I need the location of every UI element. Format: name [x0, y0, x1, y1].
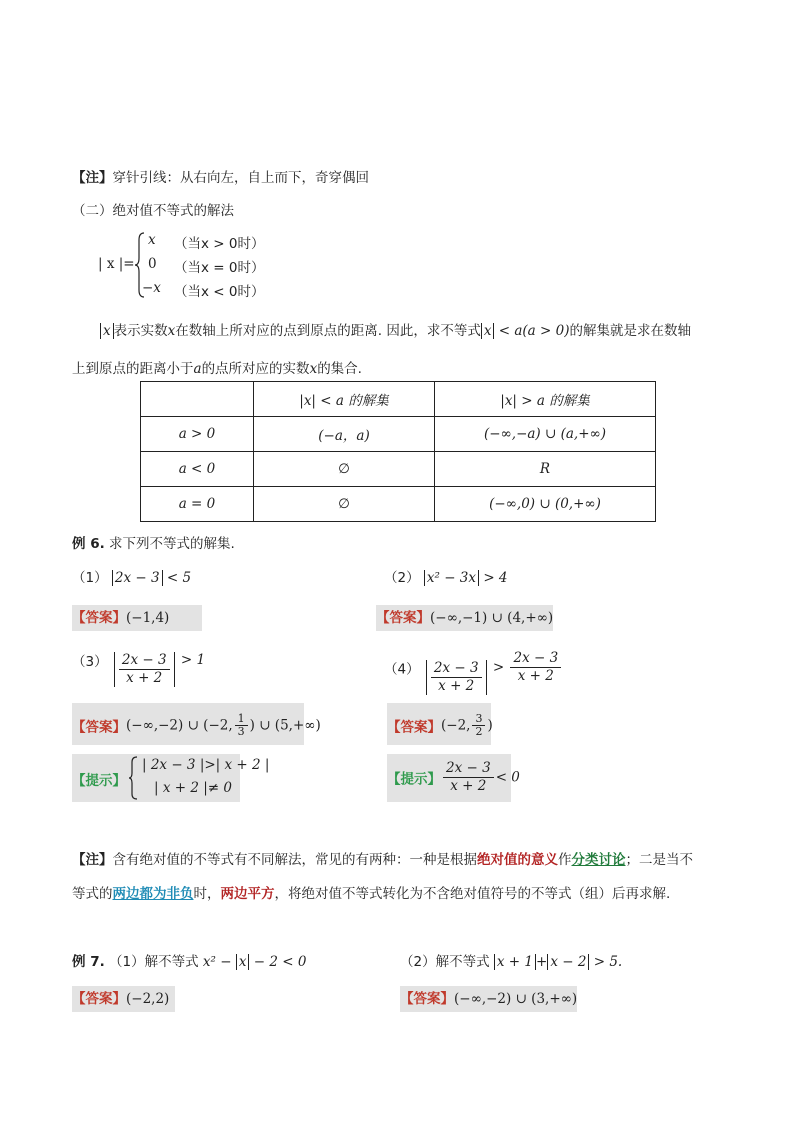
problem-number: （1） [72, 570, 108, 586]
fraction-denominator: 3 [237, 725, 245, 738]
table-header-row [141, 382, 656, 417]
para-text: 上到原点的距离小于 [72, 361, 194, 377]
keyword-both-nonnegative: 两边都为非负 [112, 886, 194, 902]
table-cell: (−a，a) [254, 417, 435, 452]
note-text: ，将绝对值不等式转化为不含绝对值符号的不等式（组）后再求解. [274, 886, 671, 902]
note-text: 作 [558, 852, 572, 868]
para-text: 的解集就是求在数轴 [569, 323, 691, 339]
ex6-problem-2 [384, 566, 508, 586]
note-text: 等式的 [72, 886, 113, 902]
note-2-line-1 [72, 848, 693, 868]
var-x: x [309, 361, 318, 377]
fraction-numerator: 2x − 3 [510, 650, 561, 668]
table-cell: R [435, 452, 656, 487]
fraction-denominator: x + 2 [438, 677, 475, 694]
piecewise-lhs: | x |= [98, 256, 135, 272]
solution-set-table [140, 381, 656, 522]
table-cell: (−∞,−a) ∪ (a,+∞) [435, 417, 656, 452]
abs-expression: x − 2 [547, 954, 589, 970]
fraction [431, 660, 482, 695]
ex6-answer-4 [387, 703, 491, 745]
expression: − 2 < 0 [253, 954, 307, 970]
table-cell: a < 0 [141, 452, 254, 487]
table-header-cell: |x| < a 的解集 [254, 382, 435, 417]
note-穿针引线 [72, 166, 369, 186]
note-text: 时， [193, 886, 221, 902]
fraction-numerator: 2x − 3 [443, 760, 494, 778]
answer-value: (−∞,−2) ∪ (3,+∞) [454, 991, 578, 1007]
example-prompt: 求下列不等式的解集. [109, 536, 235, 552]
answer-value: (−1,4) [126, 610, 170, 626]
note-text: 穿针引线：从右向左，自上而下，奇穿偶回 [112, 170, 369, 186]
fraction-numerator: 1 [235, 713, 248, 726]
ex6-hint-4 [387, 754, 520, 802]
left-brace-icon [128, 756, 138, 800]
note-tag: 【注】 [72, 852, 113, 868]
example-title: 例 6. [72, 536, 105, 552]
piecewise-cond-1: （当x > 0时） [174, 236, 265, 252]
fraction-numerator: 3 [472, 713, 485, 726]
ex7-answer-1 [72, 986, 175, 1012]
table-header-cell: |x| > a 的解集 [435, 382, 656, 417]
fraction [119, 652, 170, 687]
answer-tag: 【答案】 [387, 719, 441, 736]
fraction-denominator: 2 [475, 725, 483, 738]
table-cell: ∅ [254, 452, 435, 487]
hint-line: | x + 2 |≠ 0 [154, 780, 232, 796]
inequality-rhs: < 5 [166, 570, 192, 586]
ex6-answer-3 [72, 703, 321, 745]
plus-sign: + [536, 954, 548, 970]
fraction [472, 713, 485, 738]
inequality-rhs: > 5. [593, 954, 623, 970]
ex7-problem-1 [72, 950, 306, 970]
para-text: 表示实数 [113, 323, 168, 339]
note-text: 含有绝对值的不等式有不同解法，常见的有两种：一种是根据 [112, 852, 477, 868]
ex6-problem-1 [72, 566, 191, 586]
fraction [510, 650, 561, 685]
table-row [141, 452, 656, 487]
para-text: 的点所对应的实数 [201, 361, 310, 377]
inequality-rhs: > 4 [483, 570, 508, 586]
fraction [443, 760, 494, 795]
table-cell: (−∞,0) ∪ (0,+∞) [435, 487, 656, 522]
answer-value: (−∞,−2) ∪ (−2, [126, 717, 233, 734]
problem-number: （4） [384, 661, 420, 678]
note-text: ；二是当不 [625, 852, 693, 868]
piecewise-expr-1: x [148, 232, 156, 248]
piecewise-cond-3: （当x < 0时） [174, 284, 265, 300]
para-text: 的集合. [317, 361, 362, 377]
ex7-answer-2 [400, 986, 577, 1012]
answer-value: ) [487, 717, 493, 734]
answer-tag: 【答案】 [376, 610, 430, 626]
fraction-numerator: 2x − 3 [431, 660, 482, 678]
paragraph-line-1 [100, 319, 691, 339]
keyword-square-both-sides: 两边平方 [220, 886, 275, 902]
ex6-answer-1 [72, 605, 202, 631]
answer-value: (−2, [441, 717, 471, 734]
table-row [141, 487, 656, 522]
abs-expression: x + 1 [494, 954, 536, 970]
greater-than: > [492, 659, 505, 676]
var-x: x [167, 323, 176, 339]
fraction-denominator: x + 2 [126, 670, 163, 686]
table-cell: ∅ [254, 487, 435, 522]
fraction-denominator: x + 2 [517, 668, 554, 684]
ex6-problem-4 [384, 650, 563, 695]
problem-text: （2）解不等式 [400, 954, 490, 970]
answer-tag: 【答案】 [400, 991, 454, 1007]
abs-expression: 2x − 3 [112, 570, 163, 586]
ex6-problem-3 [72, 650, 205, 687]
piecewise-expr-2: 0 [148, 256, 157, 272]
abs-expression: x [236, 954, 250, 970]
abs-x: x [481, 323, 495, 339]
var-a: a [193, 361, 202, 377]
note-tag: 【注】 [72, 170, 113, 186]
example-title: 例 7. [72, 954, 105, 970]
problem-number: （3） [72, 654, 108, 670]
abs-x: x [100, 323, 114, 339]
section-title: （二）绝对值不等式的解法 [72, 203, 234, 219]
table-row [141, 417, 656, 452]
note-2-line-2 [72, 882, 670, 902]
answer-value: ) ∪ (5,+∞) [249, 717, 321, 734]
answer-tag: 【答案】 [72, 610, 126, 626]
piecewise-cond-2: （当x = 0时） [174, 260, 265, 276]
paragraph-line-2 [72, 357, 362, 377]
para-text: 在数轴上所对应的点到原点的距离. 因此，求不等式 [175, 323, 481, 339]
fraction-denominator: x + 2 [450, 778, 487, 794]
abs-fraction [426, 660, 487, 695]
abs-expression: x² − 3x [424, 570, 479, 586]
hint-tag: 【提示】 [387, 771, 441, 788]
ex6-hint-3 [72, 754, 270, 802]
problem-text: （1）解不等式 [109, 954, 199, 970]
table-header-cell [141, 382, 254, 417]
table-cell: a = 0 [141, 487, 254, 522]
fraction-numerator: 2x − 3 [119, 652, 170, 670]
table-cell: a > 0 [141, 417, 254, 452]
ex7-problem-2 [400, 950, 622, 970]
piecewise-expr-3: −x [142, 280, 161, 296]
inequality-tail: < a(a > 0) [494, 323, 570, 339]
fraction [235, 713, 248, 738]
abs-fraction [114, 652, 175, 687]
hint-tag: 【提示】 [72, 773, 126, 789]
answer-tag: 【答案】 [72, 991, 126, 1007]
hint-line: | 2x − 3 |>| x + 2 | [142, 757, 270, 773]
answer-value: (−2,2) [126, 991, 170, 1007]
answer-tag: 【答案】 [72, 719, 126, 736]
inequality-rhs: < 0 [495, 769, 520, 786]
problem-number: （2） [384, 570, 420, 586]
expression: x² − [202, 954, 232, 970]
inequality-rhs: > 1 [180, 652, 206, 668]
keyword-absolute-meaning: 绝对值的意义 [477, 852, 558, 868]
example-6-heading [72, 532, 235, 552]
ex6-answer-2 [376, 605, 553, 631]
keyword-case-analysis: 分类讨论 [571, 852, 626, 868]
answer-value: (−∞,−1) ∪ (4,+∞) [430, 610, 554, 626]
